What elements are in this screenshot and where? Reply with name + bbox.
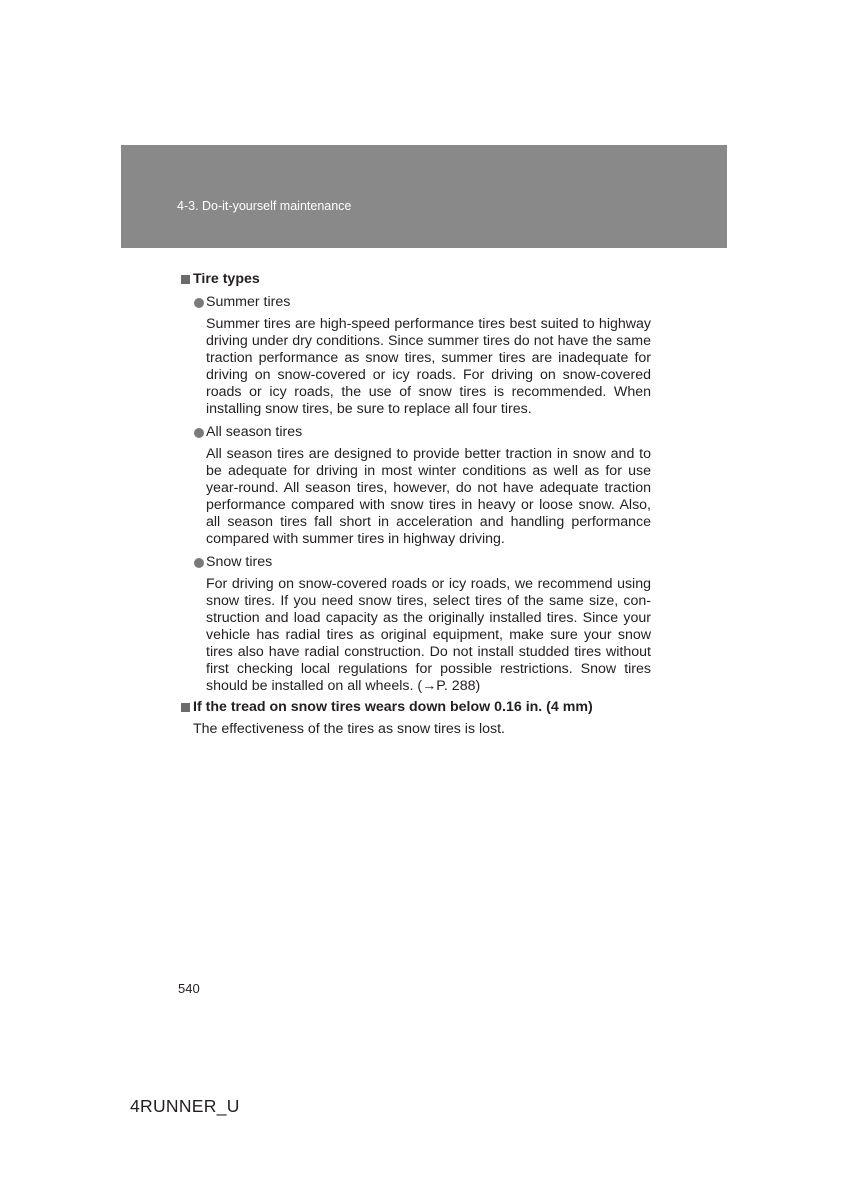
snow-tires-text: For driving on snow-covered roads or icy roads, we recommend using snow tires. If you need snow tires, select tires of the same size, con-struction and load capacity as the originally installed tires. Since your vehicle has radial tires as original equipment, make sure your snow tires also have radial construction. Do not install studded tires without first checking local regulations for possible restrictions. Snow tires should be installed on all wheels. (→P. 288) [206,576,651,694]
square-bullet-icon [181,703,190,712]
snow-tires-item [194,554,651,571]
section-header-band [121,145,727,248]
all-season-tires-item [194,424,651,441]
summer-tires-text: Summer tires are high-speed performance tires best suited to highway driving under dry conditions. Since summer tires do not have the same traction performance as snow tires, summer tires are inadequate for driving on snow-covered or icy roads. For driving on snow-covered roads or icy roads, the use of snow tires is recommended. When installing snow tires, be sure to replace all four tires. [206,316,651,417]
circle-bullet-icon [194,558,204,568]
all-season-tires-label: All season tires [206,424,303,440]
circle-bullet-icon [194,428,204,438]
square-bullet-icon [181,275,190,284]
circle-bullet-icon [194,298,204,308]
tire-types-heading-text: Tire types [193,271,260,287]
section-title: 4-3. Do-it-yourself maintenance [177,199,352,213]
all-season-tires-text: All season tires are designed to provide better traction in snow and to be adequate for driving in most winter conditions as well as for use year-round. All season tires, however, do not have adequate traction performance compared with snow tires in heavy or loose snow. Also, all season tires fall short in acceleration and handling performance compared with summer tires in highway driving. [206,446,651,547]
tread-text: The effectiveness of the tires as snow tires is lost. [193,721,506,737]
tread-heading [181,699,651,716]
page-number: 540 [178,981,200,996]
summer-tires-label: Summer tires [206,294,291,310]
document-code: 4RUNNER_U [130,1096,240,1116]
tire-types-heading [181,271,651,288]
tread-heading-text: If the tread on snow tires wears down below 0.16 in. (4 mm) [193,699,593,715]
snow-tires-label: Snow tires [206,554,273,570]
page-content [181,271,651,738]
summer-tires-item [194,294,651,311]
